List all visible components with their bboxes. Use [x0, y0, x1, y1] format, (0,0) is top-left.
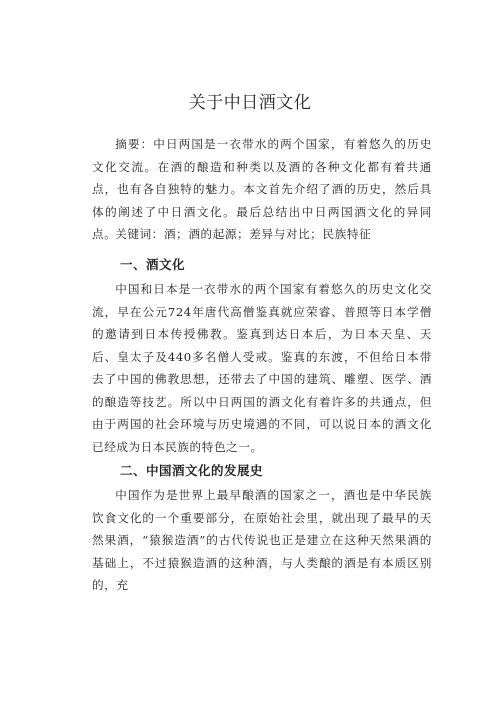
section-paragraph-2: 中国作为是世界上最早酿酒的国家之一，酒也是中华民族饮食文化的一个重要部分，在原始社会里，就出现了最早的天然果酒，“猿猴造酒”的古代传说也正是建立在这种天然果酒的基础上，不过猿猴造酒的这种酒，与人类酿的酒是有本质区别的，充: [92, 488, 432, 592]
section-paragraph-1: 中国和日本是一衣带水的两个国家有着悠久的历史文化交流，早在公元724年唐代高僧鉴真就应荣睿、普照等日本学僧的邀请到日本传授佛教。鉴真到达日本后，为日本天皇、天后、皇太子及440多名僧人受戒。鉴真的东渡，不但给日本带去了中国的佛教思想，还带去了中国的建筑、雕塑、医学、酒的酿造等技艺。所以中日两国的酒文化有着许多的共通点，但由于两国的社会环境与历史境遇的不同，可以说日本的酒文化已经成为日本民族的特色之一。: [92, 282, 432, 454]
keywords-line: 关键词：酒；酒的起源；差异与对比；民族特征: [115, 227, 372, 241]
section-heading-1: 一、酒文化: [120, 257, 186, 272]
abstract-paragraph: 摘要：中日两国是一衣带水的两个国家，有着悠久的历史文化交流。在酒的酿造和种类以及酒的各种文化都有着共通点，也有各自独特的魅力。本文首先介绍了酒的历史，然后具体的阐述了中日酒文化。最后总结出中日两国酒文化的异同点。: [92, 137, 432, 241]
document-title: 关于中日酒文化: [188, 93, 312, 113]
section-heading-2: 二、中国酒文化的发展史: [120, 463, 264, 478]
